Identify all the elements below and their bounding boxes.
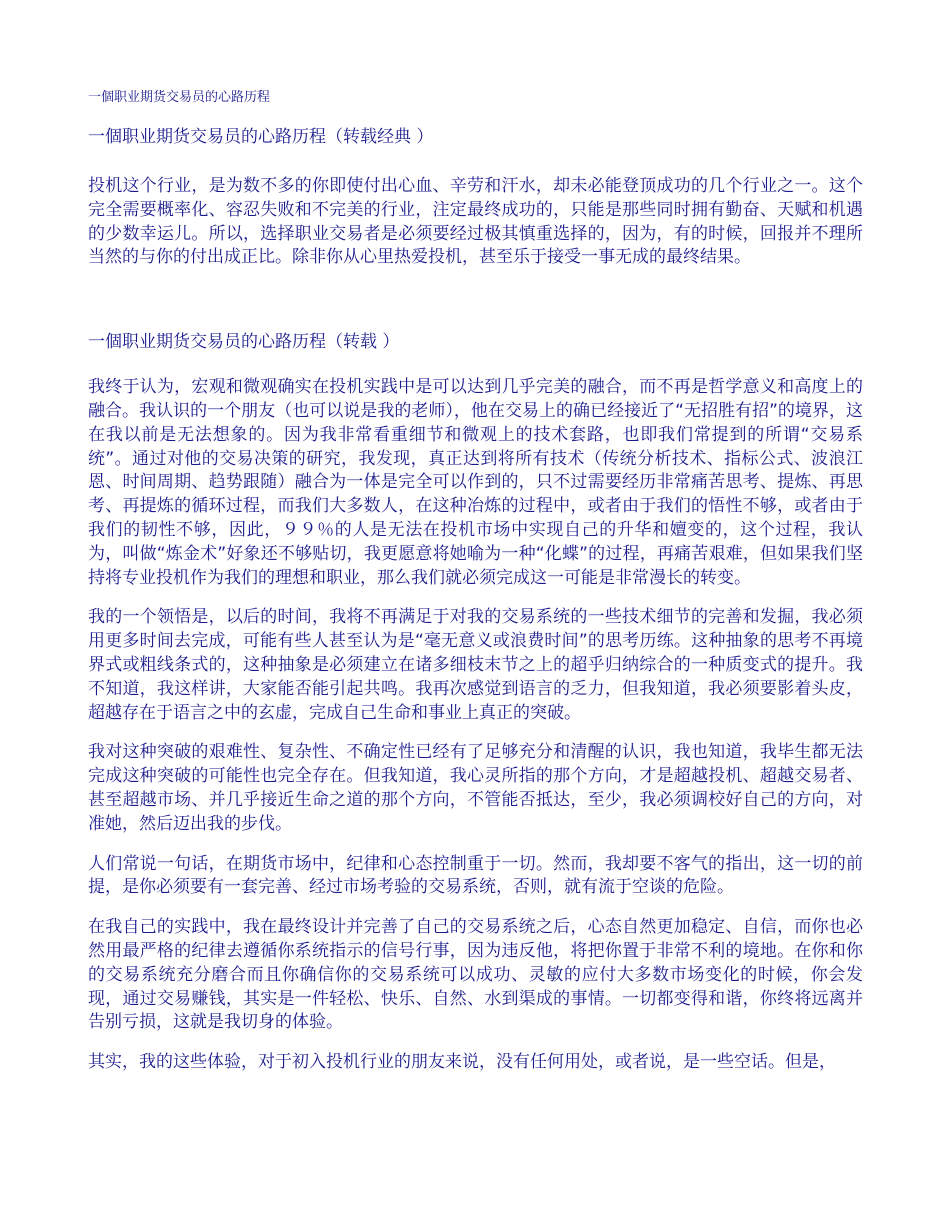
document-title: 一個职业期货交易员的心路历程（转载经典 ） <box>88 127 434 147</box>
intro-paragraph: 投机这个行业，是为数不多的你即使付出心血、辛劳和汗水，却未必能登顶成功的几个行业之一。这个完全需要概率化、容忍失败和不完美的行业，注定最终成功的，只能是那些同时拥有勤奋、天赋和机遇的少数幸运儿。所以，选择职业交易者是必须要经过极其慎重选择的，因为，有的时候，回报并不理所当然的与你的付出成正比。除非你从心里热爱投机，甚至乐于接受一事无成的最终结果。 <box>88 176 863 268</box>
body-paragraph: 在我自己的实践中，我在最终设计并完善了自己的交易系统之后，心态自然更加稳定、自信，而你也必然用最严格的纪律去遵循你系统指示的信号行事，因为违反他，将把你置于非常不利的境地。在你和你的交易系统充分磨合而且你确信你的交易系统可以成功、灵敏的应付大多数市场变化的时候，你会发现，通过交易赚钱，其实是一件轻松、快乐、自然、水到渠成的事情。一切都变得和谐，你终将远离并告别亏损，这就是我切身的体验。 <box>88 917 863 1033</box>
section-title: 一個职业期货交易员的心路历程（转载 ） <box>88 332 400 353</box>
body-paragraph: 人们常说一句话，在期货市场中，纪律和心态控制重于一切。然而，我却要不客气的指出，这一切的前提，是你必须要有一套完善、经过市场考验的交易系统，否则，就有流于空谈的危险。 <box>88 853 863 898</box>
running-title: 一個职业期货交易员的心路历程 <box>88 90 271 105</box>
body-paragraph: 我的一个领悟是，以后的时间，我将不再满足于对我的交易系统的一些技术细节的完善和发掘，我必须用更多时间去完成，可能有些人甚至认为是“毫无意义或浪费时间”的思考历练。这种抽象的思考不再境界式或粗线条式的，这种抽象是必须建立在诸多细枝末节之上的超乎归纳综合的一种质变式的提升。我不知道，我这样讲，大家能否能引起共鸣。我再次感觉到语言的乏力，但我知道，我必须要影着头皮，超越存在于语言之中的玄虚，完成自己生命和事业上真正的突破。 <box>88 607 863 723</box>
section-spacer <box>88 270 863 330</box>
body-paragraph: 我对这种突破的艰难性、复杂性、不确定性已经有了足够充分和清醒的认识，我也知道，我毕生都无法完成这种突破的可能性也完全存在。但我知道，我心灵所指的那个方向，才是超越投机、超越交易者、甚至超越市场、并几乎接近生命之道的那个方向，不管能否抵达，至少，我必须调校好自己的方向，对准她，然后迈出我的步伐。 <box>88 742 863 834</box>
body-paragraph: 我终于认为，宏观和微观确实在投机实践中是可以达到几乎完美的融合，而不再是哲学意义和高度上的融合。我认识的一个朋友（也可以说是我的老师），他在交易上的确已经接近了“无招胜有招”的境界，这在我以前是无法想象的。因为我非常看重细节和微观上的技术套路，也即我们常提到的所谓“交易系统”。通过对他的交易决策的研究，我发现，真正达到将所有技术（传统分析技术、指标公式、波浪江恩、时间周期、趋势跟随）融合为一体是完全可以作到的，只不过需要经历非常痛苦思考、提炼、再思考、再提炼的循环过程，而我们大多数人，在这种冶炼的过程中，或者由于我们的悟性不够，或者由于我们的韧性不够，因此，９９％的人是无法在投机市场中实现自己的升华和嬗变的，这个过程，我认为，叫做“炼金术”好象还不够贴切，我更愿意将她喻为一种“化蝶”的过程，再痛苦艰难，但如果我们坚持将专业投机作为我们的理想和职业，那么我们就必须完成这一可能是非常漫长的转变。 <box>88 377 863 588</box>
body-paragraph: 其实，我的这些体验，对于初入投机行业的朋友来说，没有任何用处，或者说，是一些空话。但是， <box>88 1052 836 1073</box>
document-page <box>88 88 863 1091</box>
